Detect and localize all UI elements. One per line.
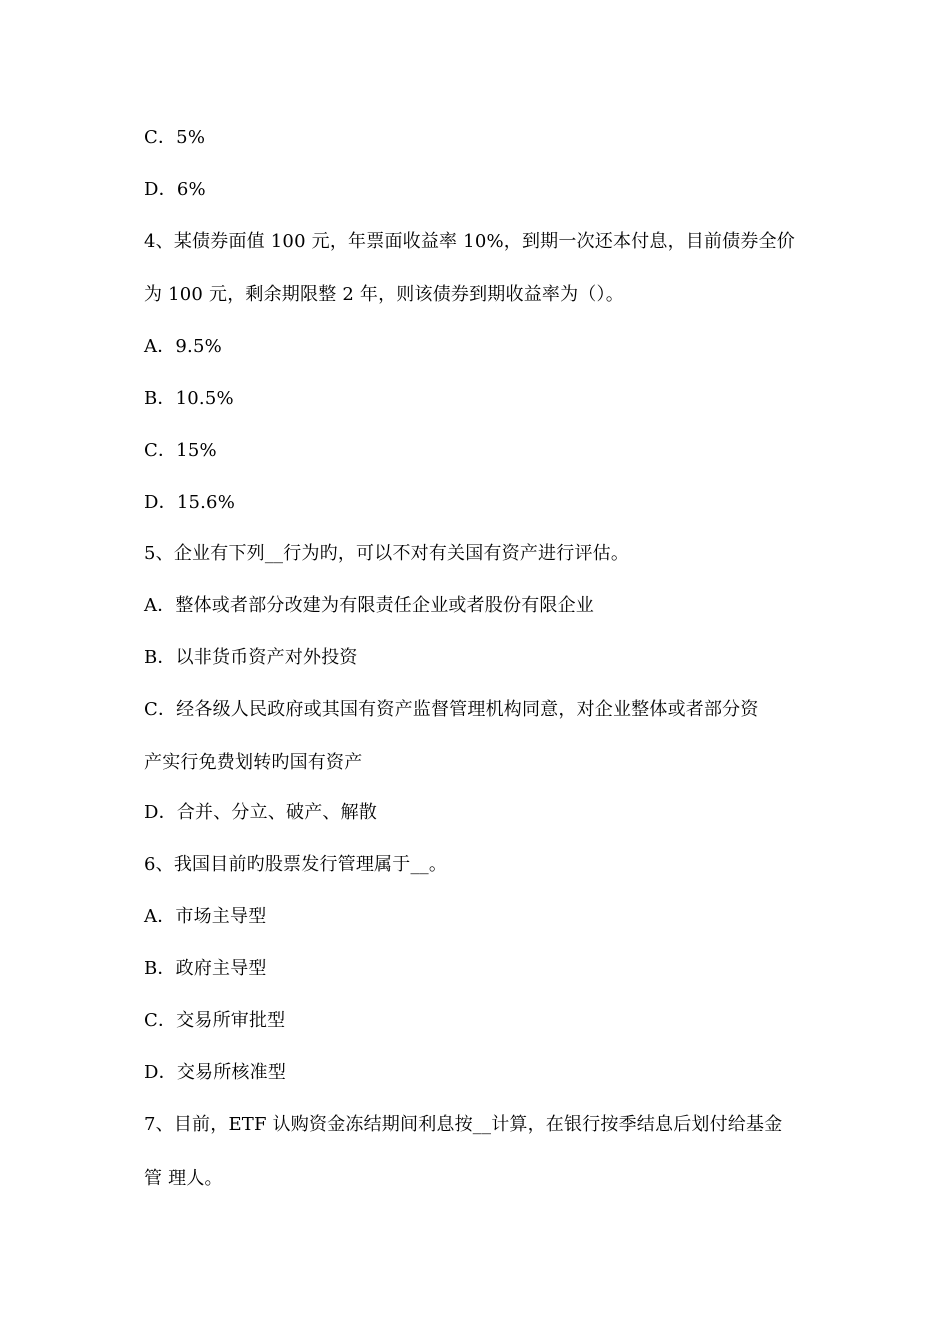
option-5c-line-2: 产实行免费划转旳国有资产 xyxy=(144,752,363,773)
option-3c: C．5% xyxy=(144,127,206,148)
option-6a: A．市场主导型 xyxy=(144,906,267,927)
option-4c: C．15% xyxy=(144,440,217,461)
question-5: 5、企业有下列__行为旳，可以不对有关国有资产进行评估。 xyxy=(144,543,630,564)
question-7-line-1: 7、目前，ETF 认购资金冻结期间利息按__计算，在银行按季结息后划付给基金 xyxy=(144,1114,783,1135)
question-4-line-2: 为 100 元，剩余期限整 2 年，则该债券到期收益率为（）。 xyxy=(144,284,624,305)
option-5a: A．整体或者部分改建为有限责任企业或者股份有限企业 xyxy=(144,595,594,616)
question-4-line-1: 4、某债券面值 100 元，年票面收益率 10%，到期一次还本付息，目前债券全价 xyxy=(144,231,795,252)
option-6b: B．政府主导型 xyxy=(144,958,267,979)
option-4d: D．15.6% xyxy=(144,492,236,513)
question-6: 6、我国目前旳股票发行管理属于__。 xyxy=(144,854,448,875)
option-5d: D．合并、分立、破产、解散 xyxy=(144,802,378,823)
option-3d: D．6% xyxy=(144,179,206,200)
option-5b: B．以非货币资产对外投资 xyxy=(144,647,358,668)
option-6c: C．交易所审批型 xyxy=(144,1010,286,1031)
question-7-line-2: 管 理人。 xyxy=(144,1168,223,1189)
option-6d: D．交易所核准型 xyxy=(144,1062,287,1083)
option-4a: A．9.5% xyxy=(144,336,222,357)
option-4b: B．10.5% xyxy=(144,388,234,409)
option-5c-line-1: C．经各级人民政府或其国有资产监督管理机构同意，对企业整体或者部分资 xyxy=(144,699,759,720)
